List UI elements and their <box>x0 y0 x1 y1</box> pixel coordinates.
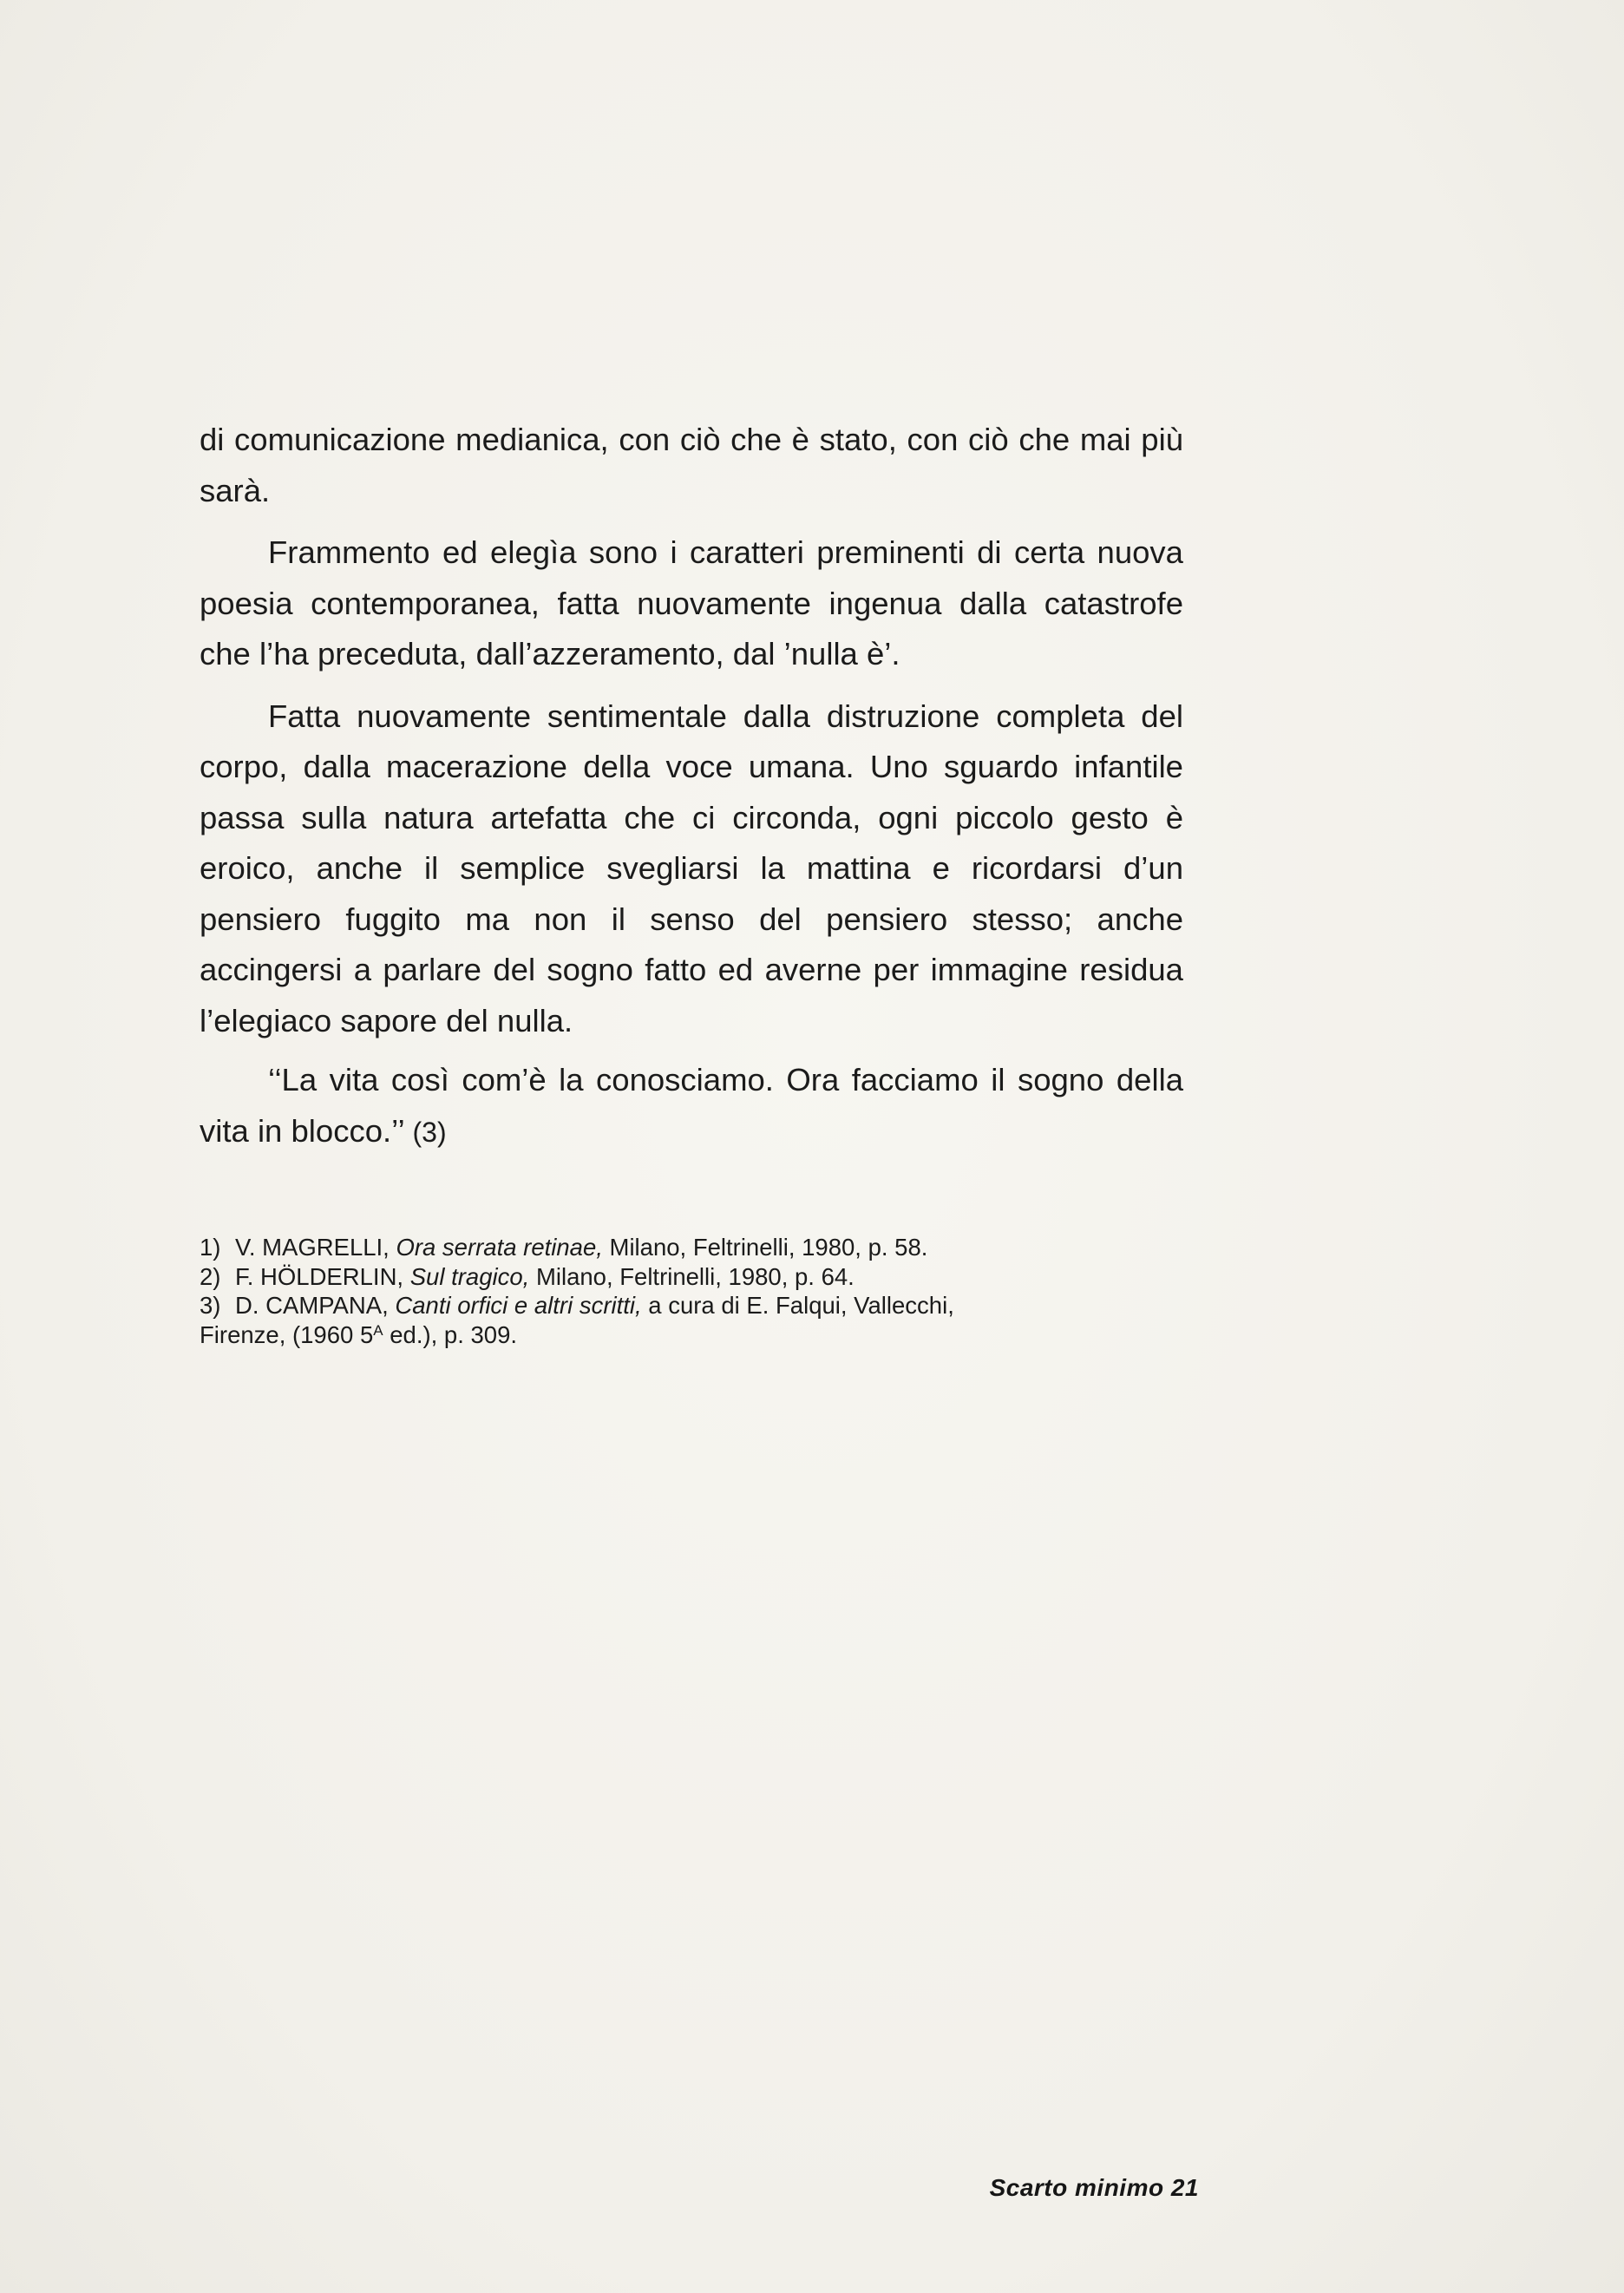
paragraph-4 <box>200 1055 1183 1157</box>
paragraph-1: di comunicazione medianica, con ciò che è stato, con ciò che mai più sarà. <box>200 422 1183 508</box>
footnote-number: 2) <box>200 1262 221 1290</box>
footnote-reference: (3) <box>412 1116 447 1148</box>
footnote-number: 3) <box>200 1292 221 1319</box>
edition-superscript: A <box>373 1321 383 1339</box>
footnote-text: Firenze, (1960 5 <box>200 1320 374 1348</box>
main-text <box>200 415 1183 1157</box>
footnote-title: Sul tragico, <box>409 1262 530 1290</box>
quotation: ‘‘La vita così com’è la conosciamo. Ora facciamo il sogno della vita in blocco.’’ <box>200 1062 1183 1149</box>
footnote-author: V. MAGRELLI, <box>235 1234 390 1261</box>
footnote-details: Milano, Feltrinelli, 1980, p. 58. <box>609 1234 928 1261</box>
footnote-details: a cura di E. Falqui, Vallecchi, <box>648 1292 954 1319</box>
footnote-text: ed.), p. 309. <box>383 1320 517 1348</box>
paragraph-2: Frammento ed elegìa sono i caratteri preminenti di certa nuova poesia contemporanea, fatta nuovamente ingenua dalla catastrofe che l’ha preceduta, dall’azzeramento, dal ’nulla è’. <box>200 534 1183 672</box>
footnote-author: D. CAMPANA, <box>235 1292 389 1319</box>
footnote-title: Canti orfici e altri scritti, <box>395 1292 642 1319</box>
footnote-title: Ora serrata retinae, <box>396 1234 603 1261</box>
footnote-details: Milano, Feltrinelli, 1980, p. 64. <box>535 1262 855 1290</box>
footnote-3-continuation <box>200 1320 1183 1350</box>
footnotes <box>200 1233 1183 1349</box>
footnote-1 <box>200 1233 1183 1262</box>
footnote-2 <box>200 1262 1183 1292</box>
paragraph-3: Fatta nuovamente sentimentale dalla distruzione completa del corpo, dalla macerazione della voce umana. Uno sguardo infantile passa sulla natura artefatta che ci circonda, ogni piccolo gesto è eroico, anche il semplice svegliarsi la mattina e ricordarsi d’un pensiero fuggito ma non il senso del pensiero stesso; anche accingersi a parlare del sogno fatto ed averne per immagine residua l’elegiaco sapore del nulla. <box>200 698 1183 1038</box>
footnote-3 <box>200 1291 1183 1349</box>
footnote-number: 1) <box>200 1234 221 1261</box>
running-footer-page-number: Scarto minimo 21 <box>989 2174 1199 2201</box>
footnote-author: F. HÖLDERLIN, <box>235 1262 404 1290</box>
